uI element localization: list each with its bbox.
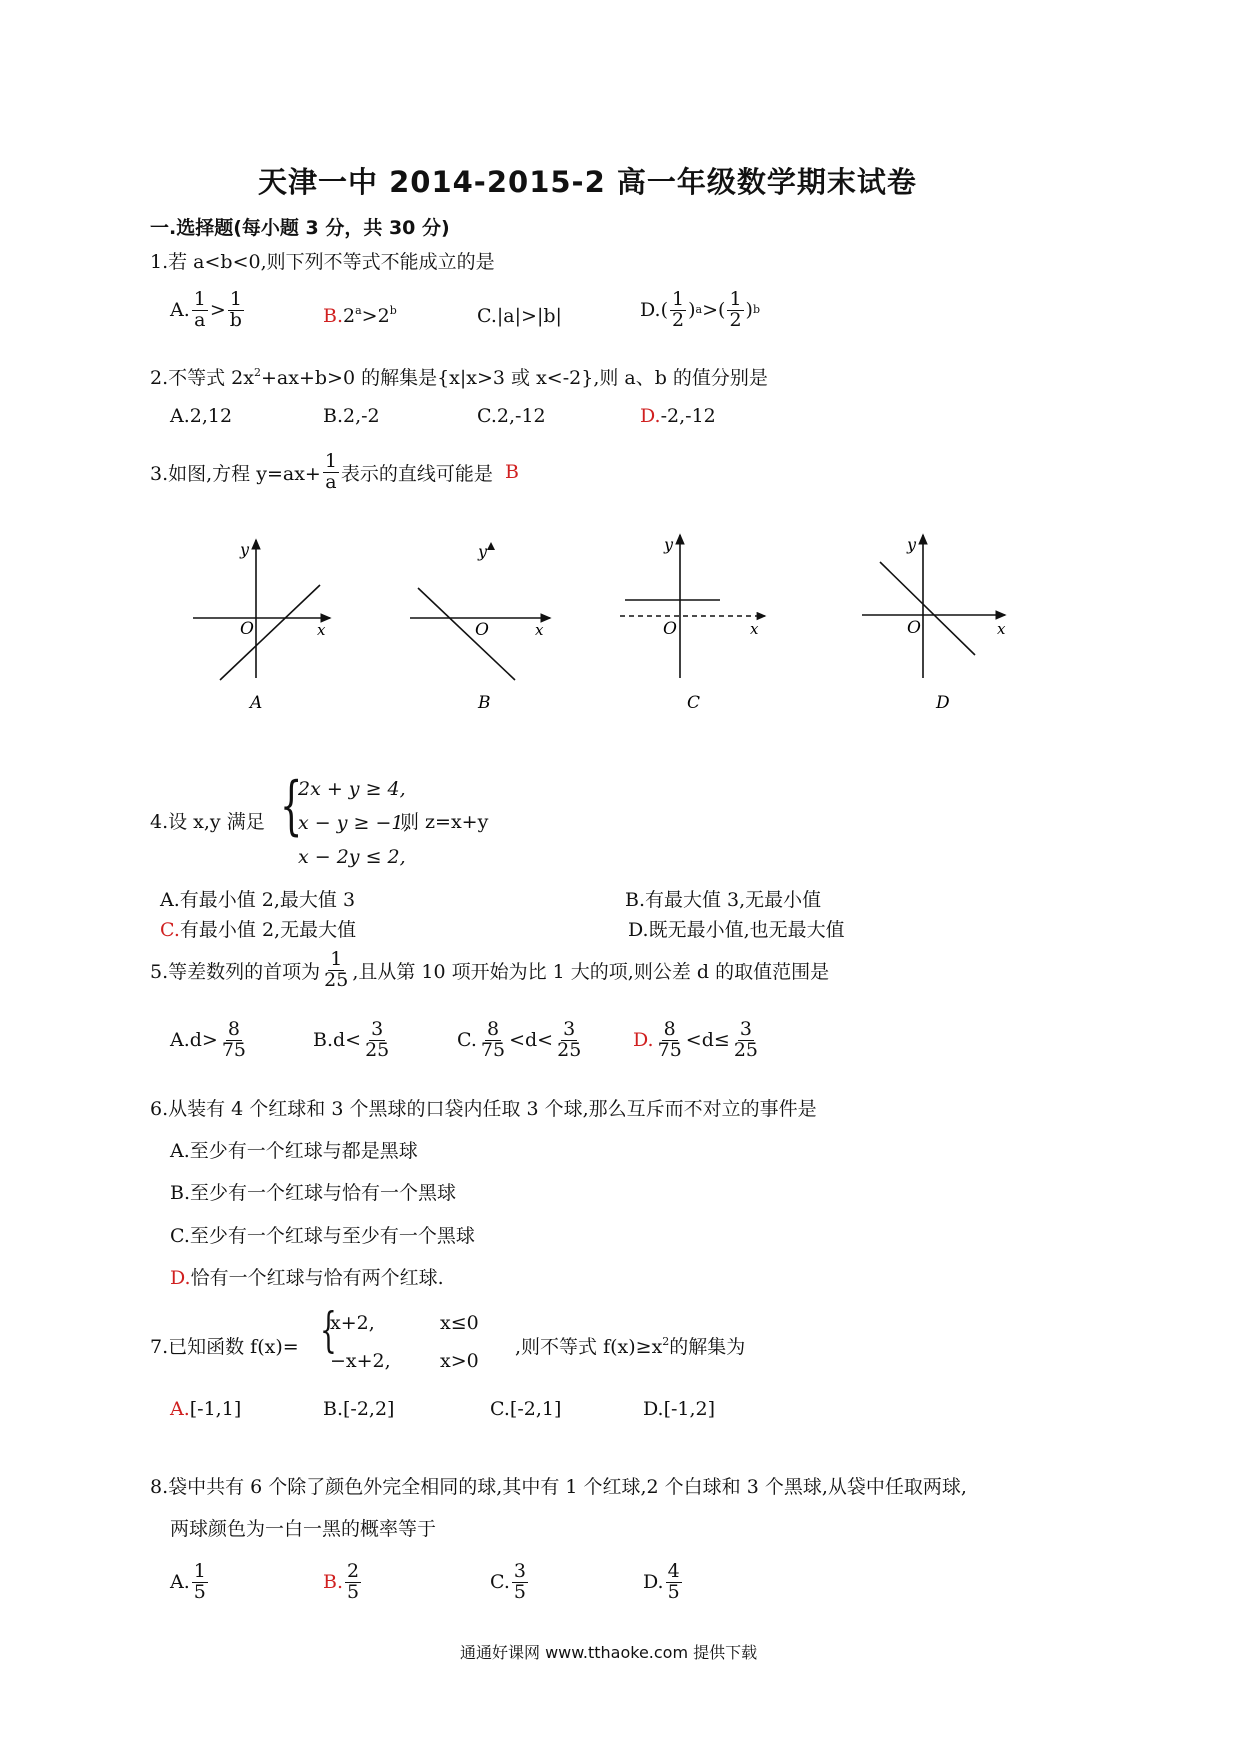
graph-b-x-label: x <box>535 621 544 639</box>
q4-constraint-2: x − y ≥ −1, <box>298 812 410 834</box>
graph-b-caption: B <box>478 693 491 713</box>
q5-option-b: B.d< $\frac{3}{25}$ <box>313 1018 390 1061</box>
q7-option-d: D.[-1,2] <box>643 1398 716 1420</box>
graph-a-caption: A <box>250 693 263 713</box>
graph-c-y-label: y <box>664 535 674 554</box>
page-title: 天津一中 2014-2015-2 高一年级数学期末试卷 <box>258 165 917 199</box>
graph-d <box>862 535 1006 678</box>
graph-c-caption: C <box>687 693 701 713</box>
q7-row1-expr: x+2, <box>330 1312 375 1334</box>
q4-constraint-3: x − 2y ≤ 2, <box>298 846 406 868</box>
graph-b-y-label: y <box>478 542 488 561</box>
q1-option-d: D. ( $\frac{1}{2}$ ) a >( $\frac{1}{2}$ ) b <box>640 288 761 331</box>
q7-option-c: C.[-2,1] <box>490 1398 562 1420</box>
q3-graphs <box>180 530 1060 720</box>
graph-c-origin: O <box>663 619 677 639</box>
q2-option-b: B.2,-2 <box>323 405 380 427</box>
graph-d-origin: O <box>907 618 921 638</box>
question-8-line2: 两球颜色为一白一黑的概率等于 <box>170 1518 437 1540</box>
question-2-text: 2.不等式 $2x^2+ax+b>0$ 的解集是{x|x>3 或 x<-2},则 a、b 的值分别是 <box>150 366 768 389</box>
q6-option-d: D.恰有一个红球与恰有两个红球. <box>170 1267 444 1289</box>
q4-suffix: 则 z=x+y <box>400 811 489 833</box>
q7-row1-cond: x≤0 <box>440 1312 479 1334</box>
graph-b-origin: O <box>475 620 489 640</box>
graph-b <box>410 542 550 680</box>
q1-option-a: A. $\frac{1}{a}$ > $\frac{1}{b}$ <box>170 288 242 331</box>
graph-c-x-label: x <box>750 620 759 638</box>
graph-d-x-label: x <box>997 620 1006 638</box>
graph-a <box>193 540 330 680</box>
q8-option-d: D. $\frac{4}{5}$ <box>643 1560 680 1603</box>
question-8-line1: 8.袋中共有 6 个除了颜色外完全相同的球,其中有 1 个红球,2 个白球和 3 个黑球,从袋中任取两球, <box>150 1476 967 1498</box>
q5-option-a: A.d> $\frac{8}{75}$ <box>170 1018 247 1061</box>
q4-option-a: A.有最小值 2,最大值 3 <box>160 889 356 911</box>
q8-option-b: B. $\frac{2}{5}$ <box>323 1560 360 1603</box>
graph-a-y-label: y <box>240 540 250 559</box>
q6-option-c: C.至少有一个红球与至少有一个黑球 <box>170 1225 475 1247</box>
q3-answer: B <box>504 461 519 484</box>
graph-a-x-label: x <box>317 621 326 639</box>
question-7-prefix: 7.已知函数 f(x)= <box>150 1336 299 1358</box>
q2-option-c: C.2,-12 <box>477 405 546 427</box>
question-6-text: 6.从装有 4 个红球和 3 个黑球的口袋内任取 3 个球,那么互斥而不对立的事件是 <box>150 1098 817 1120</box>
q7-row2-cond: x>0 <box>440 1350 479 1372</box>
graph-d-caption: D <box>936 693 950 713</box>
q7-option-b: B.[-2,2] <box>323 1398 395 1420</box>
graph-c <box>620 535 765 678</box>
q4-constraint-1: 2x + y ≥ 4, <box>298 778 406 800</box>
question-4-prefix: 4.设 x,y 满足 <box>150 811 265 833</box>
q8-option-a: A. $\frac{1}{5}$ <box>170 1560 206 1603</box>
footer-source: 通通好课网 www.tthaoke.com 提供下载 <box>460 1643 758 1662</box>
question-3-text: 3.如图,方程 y=ax+ $\frac{1}{a}$ 表示的直线可能是 B <box>150 450 519 493</box>
q4-option-d: D.既无最小值,也无最大值 <box>628 919 845 941</box>
q5-option-c: C. $\frac{8}{75}$ <d< $\frac{3}{25}$ <box>457 1018 582 1061</box>
question-5-text: 5.等差数列的首项为 $\frac{1}{25}$ ,且从第 10 项开始为比 1 大的项,则公差 d 的取值范围是 <box>150 948 830 991</box>
question-1-text: 1.若 a<b<0,则下列不等式不能成立的是 <box>150 251 495 273</box>
q7-option-a: A.[-1,1] <box>170 1398 242 1420</box>
q5-option-d: D. $\frac{8}{75}$ <d≤ $\frac{3}{25}$ <box>633 1018 758 1061</box>
graph-d-y-label: y <box>907 535 917 554</box>
section-heading: 一.选择题(每小题 3 分，共 30 分) <box>150 217 450 239</box>
q6-option-b: B.至少有一个红球与恰有一个黑球 <box>170 1182 457 1204</box>
graph-a-origin: O <box>240 619 254 639</box>
q8-option-c: C. $\frac{3}{5}$ <box>490 1560 526 1603</box>
q2-option-d: D.-2,-12 <box>640 405 716 427</box>
q4-option-b: B.有最大值 3,无最小值 <box>625 889 822 911</box>
q7-brace: { <box>320 1302 337 1358</box>
q7-row2-expr: −x+2, <box>330 1350 391 1372</box>
q2-option-a: A.2,12 <box>170 405 233 427</box>
q4-option-c: C.有最小值 2,无最大值 <box>160 919 357 941</box>
q4-brace: { <box>280 769 303 843</box>
q1-option-b: $B.2^a>2^b$ <box>323 304 397 327</box>
q6-option-a: A.至少有一个红球与都是黑球 <box>170 1140 418 1162</box>
q7-suffix: ,则不等式 $f(x)\ge x^2$的解集为 <box>515 1335 746 1358</box>
q1-option-c: C.|a|>|b| <box>477 305 562 327</box>
